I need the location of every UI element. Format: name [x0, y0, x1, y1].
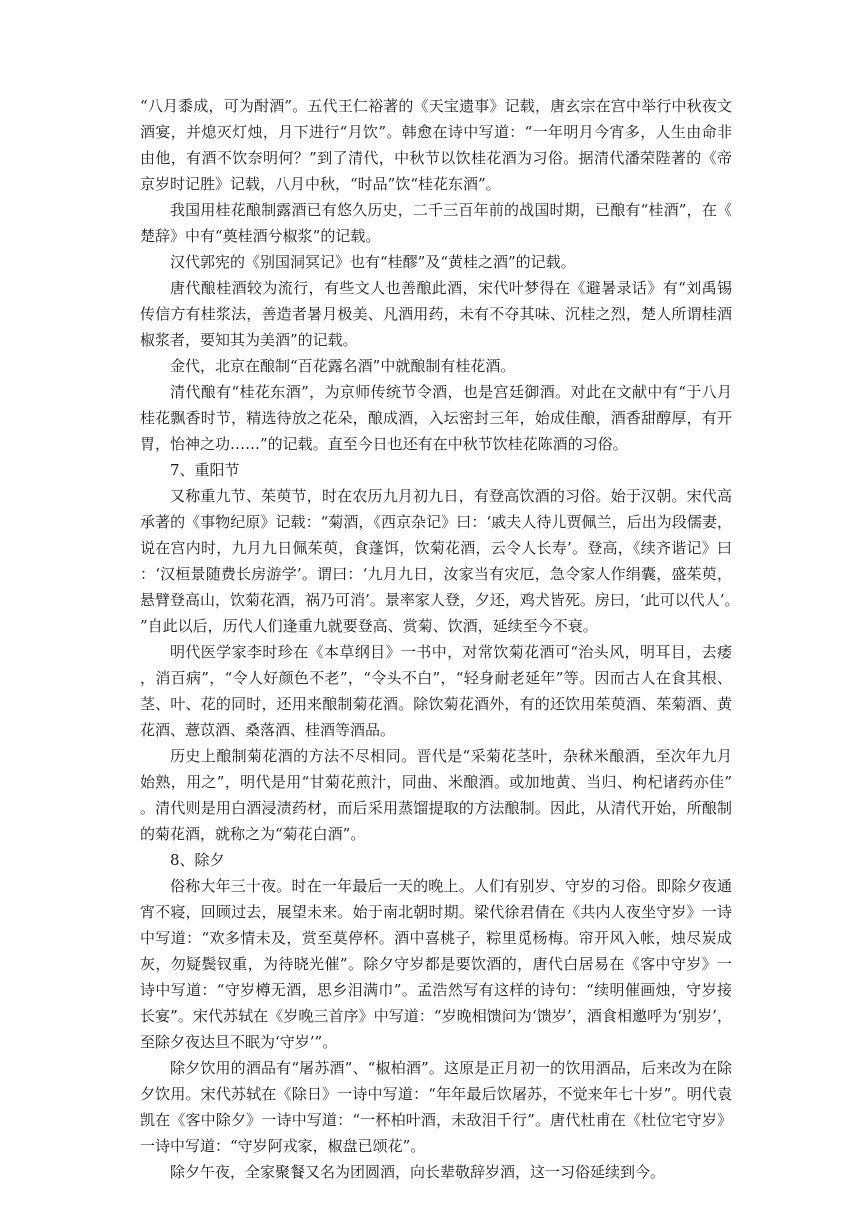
paragraph-reunion-wine: 除夕午夜，全家聚餐又名为团圆酒，向长辈敬辞岁酒，这一习俗延续到今。 [170, 1163, 666, 1181]
document-body [140, 93, 732, 1185]
paragraph-chrysanthemum-wine-methods: 历史上酿制菊花酒的方法不尽相同。晋代是“采菊花茎叶，杂秫米酿酒，至次年九月始熟，用之”，明代是用“甘菊花煎汁，同曲、米酿酒。或加地黄、当归、枸杞诸药亦佳”。清代则是用白酒浸渍药材，而后采用蒸馏提取的方法酿制。因此，从清代开始，所酿制的菊花酒，就称之为“菊花白酒”。 [140, 747, 732, 843]
paragraph-tang-dynasty-record: 唐代酿桂酒较为流行，有些文人也善酿此酒，宋代叶梦得在《避暑录话》有“刘禹锡传信方有桂浆法，善造者暑月极美、凡酒用药，未有不夺其味、沉桂之烈，楚人所谓桂酒椒浆者，要知其为美酒”的记载。 [140, 279, 732, 349]
paragraph-osmanthus-liquor-history: 我国用桂花酿制露酒已有悠久历史，二千三百年前的战国时期，已酿有“桂酒”，在《楚辞》中有“奠桂酒兮椒浆”的记载。 [140, 201, 732, 245]
paragraph-jin-dynasty-record: 金代，北京在酿制“百花露名酒”中就酿制有桂花酒。 [170, 357, 516, 375]
paragraph-chrysanthemum-wine-benefits: 明代医学家李时珍在《本草纲目》一书中，对常饮菊花酒可“治头风，明耳目，去痿，消百病”，“令人好颜色不老”，“令头不白”，“轻身耐老延年”等。因而古人在食其根、茎、叶、花的同时，还用来酿制菊花酒。除饮菊花酒外，有的还饮用茱萸酒、茱菊酒、黄花酒、薏苡酒、桑落酒、桂酒等酒品。 [140, 643, 732, 739]
section-heading-double-ninth: 7、重阳节 [170, 461, 240, 479]
paragraph-new-years-eve-intro: 俗称大年三十夜。时在一年最后一天的晚上。人们有别岁、守岁的习俗。即除夕夜通宵不寝，回顾过去，展望未来。始于南北朝时期。梁代徐君倩在《共内人夜坐守岁》一诗中写道：“欢多情未及，赏至莫停杯。酒中喜桃子，粽里觅杨梅。帘开风入帐，烛尽炭成灰，勿疑鬓钗重，为待晓光催”。除夕守岁都是要饮酒的，唐代白居易在《客中守岁》一诗中写道：“守岁樽无酒，思乡泪满巾”。孟浩然写有这样的诗句：“续明催画烛，守岁接长宴”。宋代苏轼在《岁晚三首序》中写道：“岁晚相馈问为‘馈岁’，酒食相邀呼为‘别岁’，至除夕夜达旦不眠为‘守岁’”。 [140, 877, 732, 1051]
paragraph-double-ninth-intro: 又称重九节、茱萸节，时在农历九月初九日，有登高饮酒的习俗。始于汉朝。宋代高承著的《事物纪原》记载：“菊酒，《西京杂记》曰：‘戚夫人待儿贾佩兰，后出为段儒妻，说在宫内时，九月九日佩茱萸，食蓬饵，饮菊花酒，云令人长寿’。登高，《续齐谐记》曰：‘汉桓景随费长房游学’。谓曰：‘九月九日，汝家当有灾厄，急令家人作绢囊，盛茱萸，悬臂登高山，饮菊花酒，祸乃可消’。景率家人登，夕还，鸡犬皆死。房曰，‘此可以代人’。”自此以后，历代人们逢重九就要登高、赏菊、饮酒，延续至今不衰。 [140, 487, 732, 635]
paragraph-han-dynasty-record: 汉代郭宪的《别国洞冥记》也有“桂醪”及“黄桂之酒”的记载。 [170, 253, 576, 271]
section-heading-new-years-eve: 8、除夕 [170, 851, 225, 869]
paragraph-new-years-eve-wines: 除夕饮用的酒品有“屠苏酒”、“椒柏酒”。这原是正月初一的饮用酒品，后来改为在除夕饮用。宋代苏轼在《除日》一诗中写道：“年年最后饮屠苏，不觉来年七十岁”。明代袁凯在《客中除夕》一诗中写道：“一杯柏叶酒，未敌泪千行”。唐代杜甫在《杜位宅守岁》一诗中写道：“守岁阿戎家，椒盘已颂花”。 [140, 1059, 732, 1155]
paragraph-mid-autumn-history: “八月黍成，可为酎酒”。五代王仁裕著的《天宝遗事》记载，唐玄宗在宫中举行中秋夜文酒宴，并熄灭灯烛，月下进行“月饮”。韩愈在诗中写道：“一年明月今宵多，人生由命非由他，有酒不饮奈明何？”到了清代，中秋节以饮桂花酒为习俗。据清代潘荣陛著的《帝京岁时记胜》记载，八月中秋，“时品”饮“桂花东酒”。 [140, 97, 732, 193]
paragraph-qing-dynasty-record: 清代酿有“桂花东酒”，为京师传统节令酒，也是宫廷御酒。对此在文献中有“于八月桂花飘香时节，精选待放之花朵，酿成酒，入坛密封三年，始成佳酿，酒香甜醇厚，有开胃，怡神之功……”的记载。直至今日也还有在中秋节饮桂花陈酒的习俗。 [140, 383, 732, 453]
